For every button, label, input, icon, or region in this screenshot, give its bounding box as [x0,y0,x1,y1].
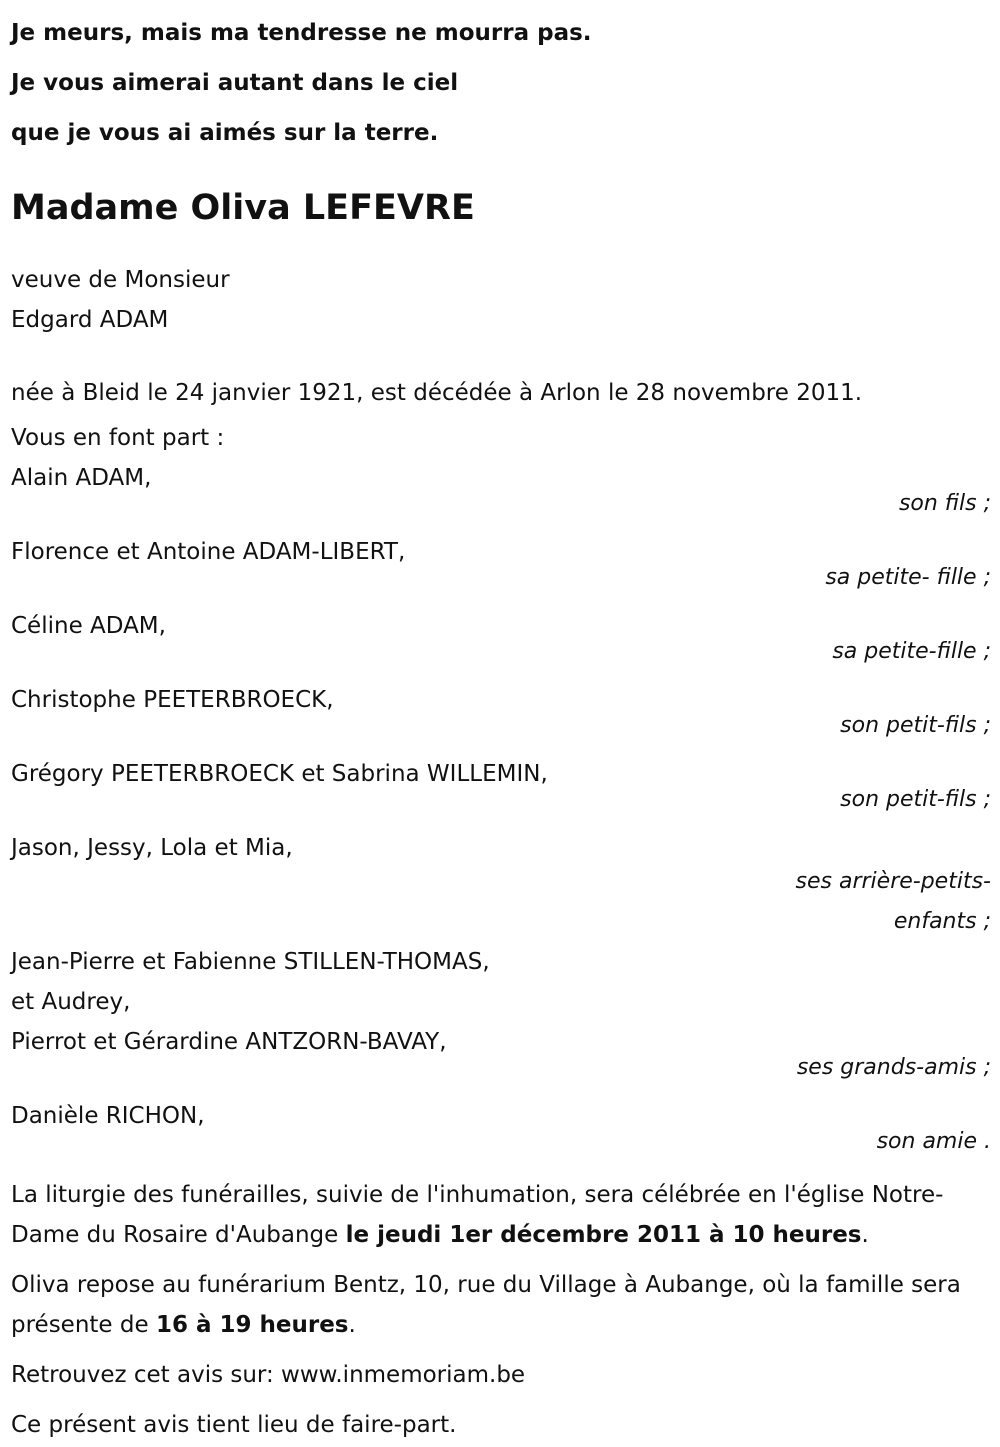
visitation-hours: 16 à 19 heures [155,1312,349,1338]
family-relation: sa petite- fille ; [825,565,991,590]
widow-of-line: Edgard ADAM [11,307,169,333]
family-entry [11,458,991,515]
family-names: Christophe PEETERBROECK, [11,687,334,713]
visitation-text: Oliva repose au funérarium Bentz, 10, rue du Village à Aubange, où la famille sera présente de [11,1272,961,1338]
family-entry [11,532,991,589]
poem-line: Je vous aimerai autant dans le ciel [11,70,459,96]
announce-line: Vous en font part : [11,425,225,451]
family-entry [11,1096,991,1153]
family-names: Jean-Pierre et Fabienne STILLEN-THOMAS, [11,949,490,975]
family-entry [11,828,991,942]
family-names: Pierrot et Gérardine ANTZORN-BAVAY, [11,1029,447,1055]
family-names: Jason, Jessy, Lola et Mia, [11,835,293,861]
funeral-date: le jeudi 1er décembre 2011 à 10 heures [345,1222,862,1248]
widow-of-line: veuve de Monsieur [11,267,230,293]
visitation-text-end: . [348,1312,356,1338]
funeral-text-end: . [861,1222,869,1248]
family-names: Grégory PEETERBROECK et Sabrina WILLEMIN, [11,761,548,787]
family-relation [11,862,991,942]
visitation-paragraph [11,1265,991,1345]
family-relation: son petit-fils ; [840,787,991,812]
poem [11,8,991,158]
closing-line: Ce présent avis tient lieu de faire-part. [11,1412,457,1438]
family-names: Céline ADAM, [11,613,166,639]
obituary-notice [11,8,991,1445]
family-relation: sa petite-fille ; [832,639,991,664]
family-entry [11,942,991,1079]
family-names: Florence et Antoine ADAM-LIBERT, [11,539,406,565]
family-list [11,458,991,1153]
family-relation: son petit-fils ; [840,713,991,738]
family-relation: son amie . [876,1129,991,1154]
family-entry [11,754,991,811]
birth-death-line: née à Bleid le 24 janvier 1921, est décédée à Arlon le 28 novembre 2011. [11,380,863,406]
family-names: Alain ADAM, [11,465,152,491]
poem-line: Je meurs, mais ma tendresse ne mourra pas. [11,20,592,46]
poem-line: que je vous ai aimés sur la terre. [11,120,439,146]
funeral-paragraph [11,1175,991,1255]
family-relation: ses grands-amis ; [796,1055,991,1080]
website-line: Retrouvez cet avis sur: www.inmemoriam.be [11,1362,526,1388]
deceased-name: Madame Oliva LEFEVRE [11,188,475,228]
family-names: Danièle RICHON, [11,1103,205,1129]
funeral-text: La liturgie des funérailles, suivie de l'inhumation, sera célébrée en l'église Notre-Dame du Rosaire d'Aubange [11,1182,944,1248]
family-relation-line: enfants ; [893,909,991,934]
family-entry [11,680,991,737]
family-relation-line: ses arrière-petits- [795,869,991,894]
widow-of [11,260,991,340]
family-entry [11,606,991,663]
family-relation: son fils ; [898,491,991,516]
family-names: et Audrey, [11,989,131,1015]
